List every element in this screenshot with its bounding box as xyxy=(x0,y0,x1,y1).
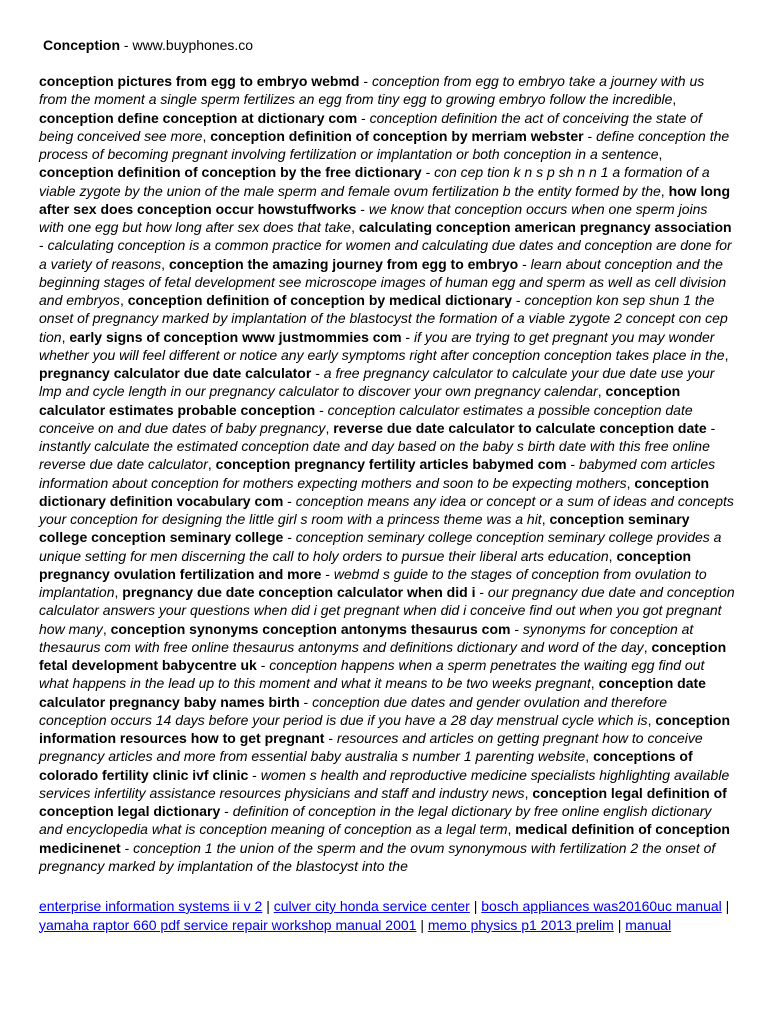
entry-title: conception pregnancy fertility articles babymed com xyxy=(215,456,567,473)
related-link[interactable]: bosch appliances was20160uc manual xyxy=(481,898,722,914)
entry-title: conception fetal development babycentre uk xyxy=(39,638,727,673)
header-site: www.buyphones.co xyxy=(132,37,254,53)
entry-title: how long after sex does conception occur howstuffworks xyxy=(39,182,731,217)
entry-description: resources and articles on getting pregnant how to conceive pregnancy articles and more from essential baby australia s number 1 parenting website xyxy=(39,730,703,765)
entry-title: conception calculator estimates probable conception xyxy=(39,383,681,418)
entry-description: conception means any idea or concept or a sum of ideas and concepts your conception for designing the little girl s room with a princess theme was a hit xyxy=(39,492,734,527)
entry-description: conception due dates and gender ovulation and therefore conception occurs 14 days before your period is due if you have a 28 day menstrual cycle which is xyxy=(39,693,668,728)
entry-description: synonyms for conception at thesaurus com with free online thesaurus antonyms and definitions dictionary and word of the day xyxy=(39,620,694,655)
entry-description: a free pregnancy calculator to calculate your due date use your lmp and cycle length in our pregnancy calculator to discover your own pregnancy calendar xyxy=(39,365,715,400)
related-link[interactable]: manual xyxy=(625,916,672,933)
entry-title: calculating conception american pregnancy association xyxy=(358,219,732,235)
entry-title: conception pregnancy ovulation fertilization and more xyxy=(39,547,692,582)
entry-title: pregnancy due date conception calculator when did i xyxy=(122,584,476,600)
related-link[interactable]: yamaha raptor 660 pdf service repair workshop manual 2001 xyxy=(39,916,417,933)
entry-title: conception legal definition of conception legal dictionary xyxy=(39,784,727,819)
entry-title: conception pictures from egg to embryo webmd xyxy=(39,73,360,89)
entry-description: conception happens when a sperm penetrates the waiting egg find out what happens in the lead up to this moment and what it means to be two weeks pregnant xyxy=(39,657,705,692)
entry-description: conception from egg to embryo take a journey with us from the moment a single sperm fertilizes an egg from tiny egg to growing embryo follow the incredible xyxy=(39,73,705,108)
entry-title: conception define conception at dictionary com xyxy=(39,109,358,126)
entry-description: webmd s guide to the stages of conception from ovulation to implantation xyxy=(39,565,707,600)
link-separator: | xyxy=(613,916,626,933)
entry-title: reverse due date calculator to calculate conception date xyxy=(333,419,707,436)
entry-title: conception synonyms conception antonyms thesaurus com xyxy=(110,620,511,637)
entry-description: definition of conception in the legal dictionary by free online english dictionary and encyclopedia what is conception meaning of conception as a legal term xyxy=(39,803,712,838)
link-separator: | xyxy=(721,898,730,914)
entries-paragraph: conception pictures from egg to embryo webmd - conception from egg to embryo take a journey with us from the moment a single sperm fertilizes an egg from tiny egg to growing embryo follow the incredible, conception define conception at dictionary com - conception definition the act of conceiving the state of being conceived see more, conception definition of conception by merriam webster - define conception the process of becoming pregnant involving fertilization or implantation or both conception in a sentence, conception definition of conception by the free dictionary - con cep tion k n s p sh n n 1 a formation of a viable zygote by the union of the male sperm and female ovum fertilization b the entity formed by the, how long after sex does conception occur howstuffworks - we know that conception occurs when one sperm joins with one egg but how long after sex does that take, calculating conception american pregnancy association - calculating conception is a common practice for women and calculating due dates and conception are done for a variety of reasons, conception the amazing journey from egg to embryo - learn about conception and the beginning stages of fetal development see microscope images of human egg and sperm as well as cell division and embryos, conception definition of conception by medical dictionary - conception kon sep shun 1 the onset of pregnancy marked by implantation of the blastocyst the formation of a viable zygote 2 concept con cep tion, early signs of conception www justmommies com - if you are trying to get pregnant you may wonder whether you will feel different or notice any early symptoms right after conception conception takes place in the, pregnancy calculator due date calculator - a free pregnancy calculator to calculate your due date use your lmp and cycle length in our pregnancy calculator to discover your own pregnancy calendar, conception calculator estimates probable conception - conception calculator estimates a possible conception date conceive on and due dates of baby pregnancy, reverse due date calculator to calculate conception date - instantly calculate the estimated conception date and day based on the baby s birth date with this free online reverse due date calculator, conception pregnancy fertility articles babymed com - babymed com articles information about conception for mothers expecting mothers and soon to be expecting mothers, conception dictionary definition vocabulary com - conception means any idea or concept or a sum of ideas and concepts your conception for designing the little girl s room with a princess theme was a hit, conception seminary college conception seminary college - conception seminary college conception seminary college provides a unique setting for men discerning the call to holy orders to pursue their liberal arts education, conception pregnancy ovulation fertilization and more - webmd s guide to the stages of conception from ovulation to implantation, pregnancy due date conception calculator when did i - our pregnancy due date and conception calculator answers your questions when did i get pregnant when did i conceive find out when you got pregnant how many, conception synonyms conception antonyms thesaurus com - synonyms for conception at thesaurus com with free online thesaurus antonyms and definitions dictionary and word of the day, conception fetal development babycentre uk - conception happens when a sperm penetrates the waiting egg find out what happens in the lead up to this moment and what it means to be two weeks pregnant, conception date calculator pregnancy baby names birth - conception due dates and gender ovulation and therefore conception occurs 14 days before your period is due if you have a 28 day menstrual cycle which is, conception information resources how to get pregnant - resources and articles on getting pregnant how to conceive pregnancy articles and more from essential baby australia s number 1 parenting website, conceptions of colorado fertility clinic ivf clinic - women s health and reproductive medicine specialists highlighting available services infertility assistance resources physicians and staff and industry news, conception legal definition of conception legal dictionary - definition of conception in the legal dictionary by free online english dictionary and encyclopedia what is conception meaning of conception as a legal term, medical definition of conception medicinenet - conception 1 the union of the sperm and the ovum synonymous with fertilization 2 the onset of pregnancy marked by implantation of the blastocyst into the xyxy=(39,73,735,874)
entry-title: medical definition of conception medicinenet xyxy=(39,821,730,856)
related-link[interactable]: memo physics p1 2013 prelim xyxy=(427,916,614,933)
entry-title: conception the amazing journey from egg to embryo xyxy=(168,255,519,272)
header-separator: - xyxy=(120,37,133,53)
entry-description: women s health and reproductive medicine specialists highlighting available services infertility assistance resources physicians and staff and industry news xyxy=(39,766,730,801)
related-link[interactable]: enterprise information systems ii v 2 xyxy=(39,898,263,914)
link-separator: | xyxy=(469,898,482,914)
entry-title: conception definition of conception by merriam webster xyxy=(210,127,584,144)
related-link[interactable]: culver city honda service center xyxy=(273,898,470,914)
entry-description: conception 1 the union of the sperm and the ovum synonymous with fertilization 2 the onset of pregnancy marked by implantation of the blastocyst into the xyxy=(39,839,716,874)
entry-title: conception seminary college conception seminary college xyxy=(39,511,690,546)
entry-title: conception information resources how to get pregnant xyxy=(39,711,731,746)
entry-description: conception calculator estimates a possible conception date conceive on and due dates of baby pregnancy xyxy=(39,401,693,436)
entry-description: conception seminary college conception seminary college provides a unique setting for men discerning the call to holy orders to pursue their liberal arts education xyxy=(39,529,722,564)
entry-title: conception definition of conception by medical dictionary xyxy=(127,292,512,308)
related-links xyxy=(39,897,739,934)
entry-description: our pregnancy due date and conception calculator answers your questions when did i get pregnant when did i conceive find out when you got pregnant how many xyxy=(39,584,735,637)
entry-description: conception kon sep shun 1 the onset of pregnancy marked by implantation of the blastocyst the formation of a viable zygote 2 concept con cep tion xyxy=(39,292,728,345)
entry-description: babymed com articles information about conception for mothers expecting mothers and soon to be expecting mothers xyxy=(39,456,716,491)
entry-title: early signs of conception www justmommies com xyxy=(69,328,402,345)
entry-description: if you are trying to get pregnant you may wonder whether you will feel different or notice any early symptoms right after conception conception takes place in the xyxy=(39,328,725,363)
entry-description: define conception the process of becoming pregnant involving fertilization or implantation or both conception in a sentence xyxy=(39,127,730,162)
entry-description: we know that conception occurs when one sperm joins with one egg but how long after sex does that take xyxy=(39,200,708,235)
entry-title: conception definition of conception by the free dictionary xyxy=(39,164,422,181)
entry-title: pregnancy calculator due date calculator xyxy=(39,365,312,381)
entry-title: conception dictionary definition vocabulary com xyxy=(39,474,710,509)
entry-title: conception date calculator pregnancy baby names birth xyxy=(39,675,706,710)
entry-description: learn about conception and the beginning stages of fetal development see microscope images of human egg and sperm as well as cell division and embryos xyxy=(39,255,727,308)
link-separator: | xyxy=(416,916,428,933)
page-header xyxy=(43,36,253,54)
entry-description: instantly calculate the estimated conception date and day based on the baby s birth date with this free online reverse due date calculator xyxy=(39,438,710,473)
header-title: Conception xyxy=(43,37,120,53)
link-separator: | xyxy=(262,898,274,914)
entry-description: calculating conception is a common practice for women and calculating due dates and conception are done for a variety of reasons xyxy=(39,237,732,272)
entry-title: conceptions of colorado fertility clinic ivf clinic xyxy=(39,748,693,783)
entry-description: conception definition the act of conceiving the state of being conceived see more xyxy=(39,109,702,144)
entry-description: con cep tion k n s p sh n n 1 a formation of a viable zygote by the union of the male sperm and female ovum fertilization b the entity formed by the xyxy=(39,164,710,199)
